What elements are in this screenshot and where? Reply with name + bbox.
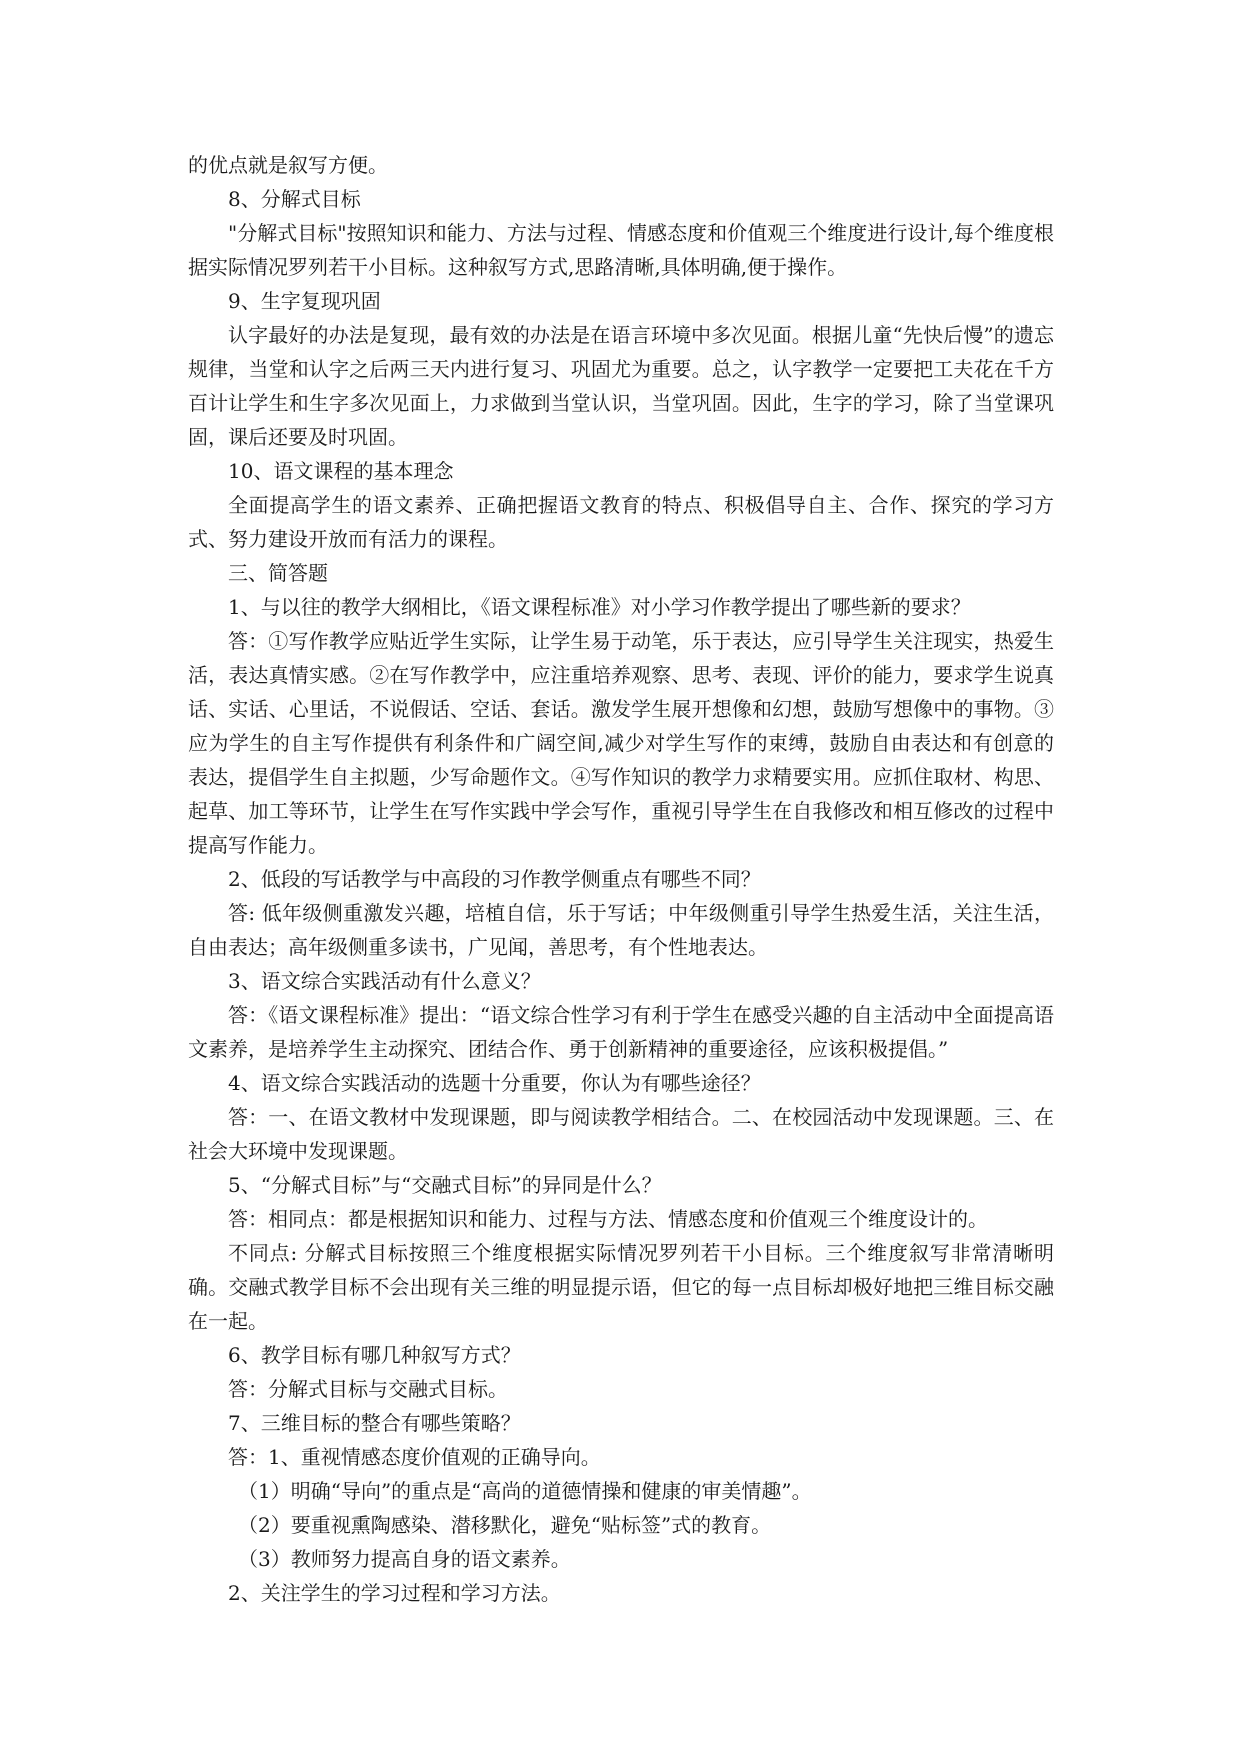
answer: 答：①写作教学应贴近学生实际，让学生易于动笔，乐于表达，应引导学生关注现实，热爱生活，表达真情实感。②在写作教学中，应注重培养观察、思考、表现、评价的能力，要求学生说真话、实话、心里话，不说假话、空话、套话。激发学生展开想像和幻想，鼓励写想像中的事物。③应为学生的自主写作提供有利条件和广阔空间,减少对学生写作的束缚，鼓励自由表达和有创意的表达，提倡学生自主拟题，少写命题作文。④写作知识的教学力求精要实用。应抓住取材、构思、起草、加工等环节，让学生在写作实践中学会写作，重视引导学生在自我修改和相互修改的过程中提高写作能力。 — [188, 629, 1054, 857]
paragraph: 全面提高学生的语文素养、正确把握语文教育的特点、积极倡导自主、合作、探究的学习方式、努力建设开放而有活力的课程。 — [188, 493, 1054, 551]
answer: 答：一、在语文教材中发现课题，即与阅读教学相结合。二、在校园活动中发现课题。三、在社会大环境中发现课题。 — [188, 1105, 1054, 1163]
answer: 答：1、重视情感态度价值观的正确导向。 — [228, 1445, 601, 1469]
question: 4、语文综合实践活动的选题十分重要，你认为有哪些途径？ — [228, 1071, 761, 1095]
answer: 不同点: 分解式目标按照三个维度根据实际情况罗列若干小目标。三个维度叙写非常清晰明确。交融式教学目标不会出现有关三维的明显提示语，但它的每一点目标却极好地把三维目标交融在一起。 — [188, 1241, 1054, 1333]
answer: 答: 低年级侧重激发兴趣，培植自信，乐于写话；中年级侧重引导学生热爱生活，关注生活，自由表达；高年级侧重多读书，广见闻，善思考，有个性地表达。 — [188, 901, 1054, 959]
answer-subitem: （1）明确“导向”的重点是“高尚的道德情操和健康的审美情趣”。 — [238, 1479, 812, 1503]
question: 2、低段的写话教学与中高段的习作教学侧重点有哪些不同？ — [228, 867, 761, 891]
answer: 2、关注学生的学习过程和学习方法。 — [228, 1581, 561, 1605]
section-heading: 9、生字复现巩固 — [228, 289, 381, 313]
section-heading: 8、分解式目标 — [228, 187, 361, 211]
answer: 答：分解式目标与交融式目标。 — [228, 1377, 508, 1401]
section-heading: 三、简答题 — [228, 561, 328, 585]
question: 1、与以往的教学大纲相比，《语文课程标准》对小学习作教学提出了哪些新的要求？ — [228, 595, 971, 619]
answer: 答：《语文课程标准》提出：“语文综合性学习有利于学生在感受兴趣的自主活动中全面提高语文素养，是培养学生主动探究、团结合作、勇于创新精神的重要途径，应该积极提倡。” — [188, 1003, 1054, 1061]
question: 6、教学目标有哪几种叙写方式？ — [228, 1343, 521, 1367]
question: 5、“分解式目标”与“交融式目标”的异同是什么？ — [228, 1173, 662, 1197]
answer: 答：相同点：都是根据知识和能力、过程与方法、情感态度和价值观三个维度设计的。 — [228, 1207, 988, 1231]
section-heading: 10、语文课程的基本理念 — [228, 459, 454, 483]
document-body — [188, 148, 1054, 1610]
answer-subitem: （3）教师努力提高自身的语文素养。 — [238, 1547, 571, 1571]
answer-subitem: （2）要重视熏陶感染、潜移默化，避免“贴标签”式的教育。 — [238, 1513, 772, 1537]
question: 7、三维目标的整合有哪些策略？ — [228, 1411, 521, 1435]
paragraph: 认字最好的办法是复现，最有效的办法是在语言环境中多次见面。根据儿童“先快后慢”的遗忘规律，当堂和认字之后两三天内进行复习、巩固尤为重要。总之，认字教学一定要把工夫花在千方百计让学生和生字多次见面上，力求做到当堂认识，当堂巩固。因此，生字的学习，除了当堂课巩固，课后还要及时巩固。 — [188, 323, 1054, 449]
question: 3、语文综合实践活动有什么意义？ — [228, 969, 541, 993]
paragraph: "分解式目标"按照知识和能力、方法与过程、情感态度和价值观三个维度进行设计,每个维度根据实际情况罗列若干小目标。这种叙写方式,思路清晰,具体明确,便于操作。 — [188, 221, 1054, 279]
paragraph: 的优点就是叙写方便。 — [188, 153, 388, 177]
